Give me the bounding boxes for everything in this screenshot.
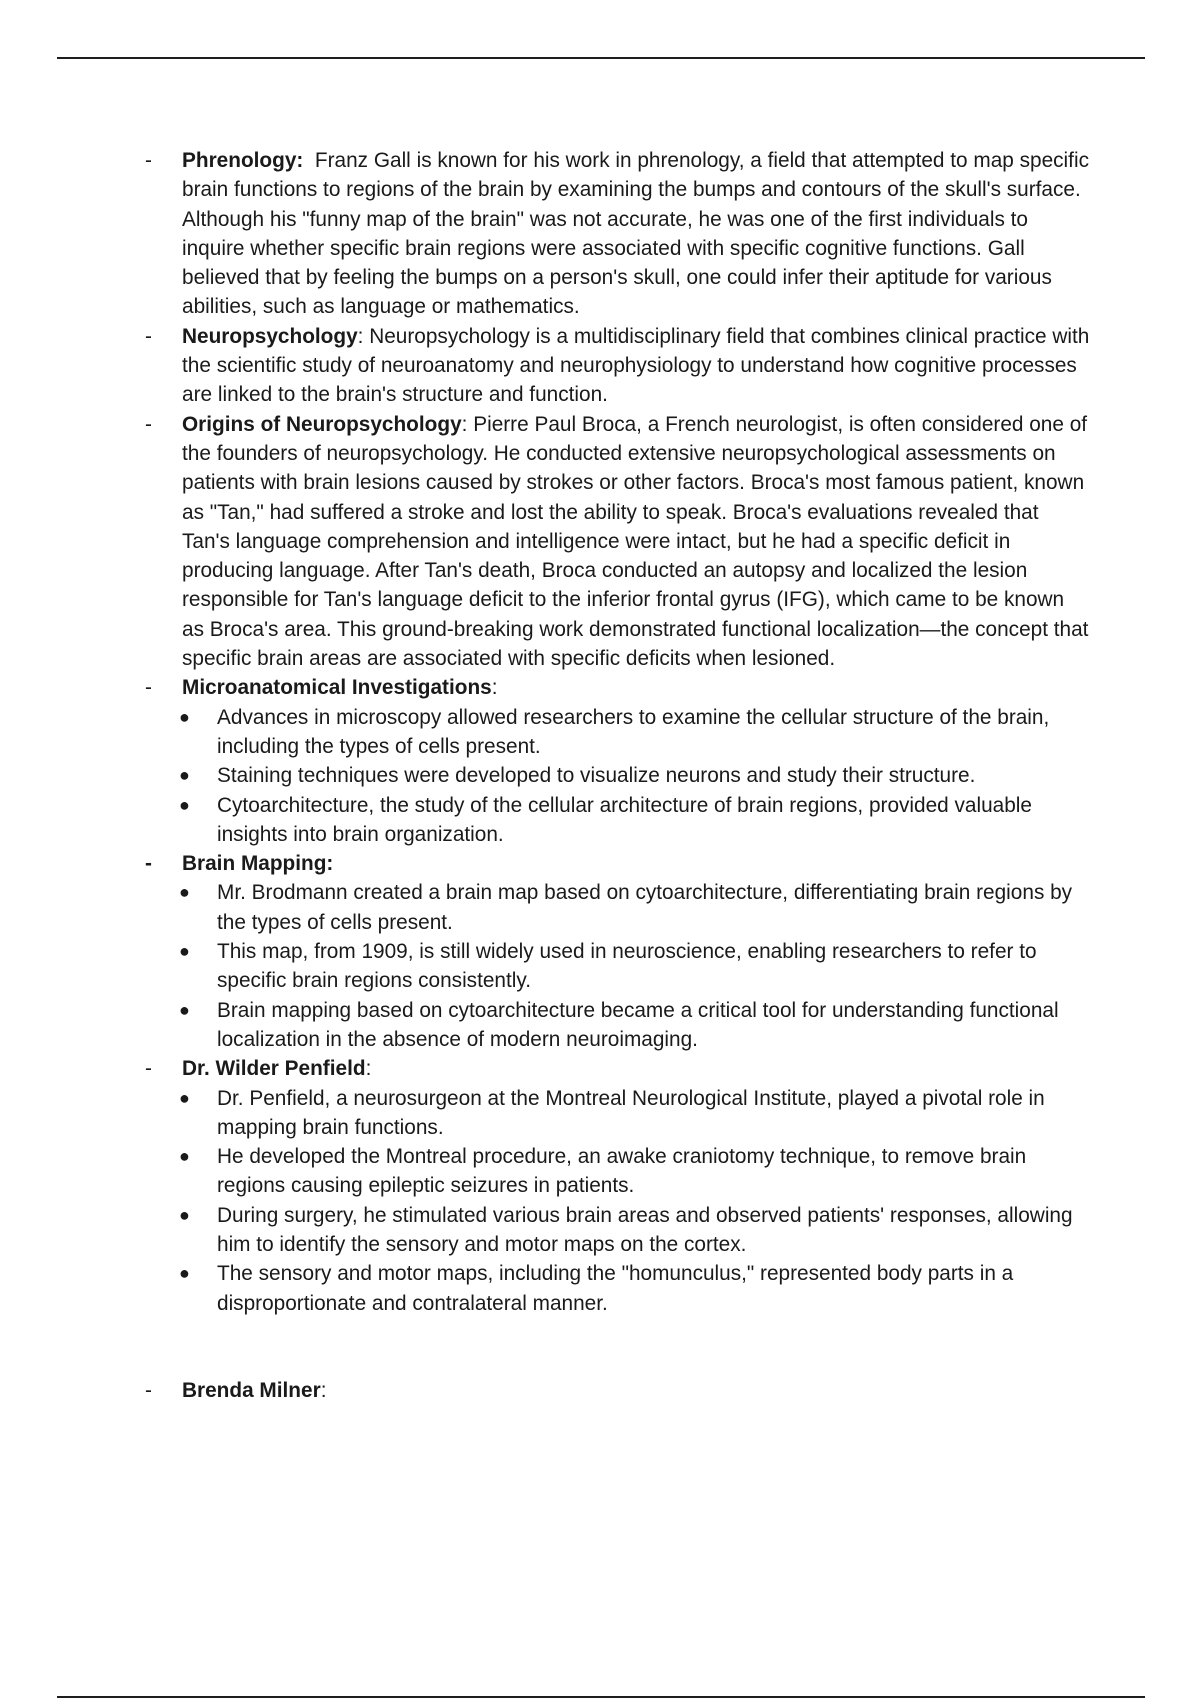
list-item-neuropsychology — [145, 322, 1090, 410]
list-item-dr-wilder-penfield — [145, 1054, 1090, 1083]
bullet-text: Cytoarchitecture, the study of the cellular architecture of brain regions, provided valuable insights into brain organization. — [217, 793, 1032, 846]
item-label: Brain Mapping: — [182, 852, 334, 876]
bullet-marker: ● — [179, 1146, 190, 1167]
bullet-marker: ● — [179, 999, 190, 1020]
item-text: : Pierre Paul Broca, a French neurologist, is often considered one of the founders of neuropsychology. He conducted extensive neuropsychological assessments on patients with brain lesions caused by strokes or other factors. Broca's most famous patient, known as "Tan," had suffered a stroke and lost the ability to speak. Broca's evaluations revealed that Tan's language comprehension and intelligence were intact, but he had a specific deficit in producing language. After Tan's death, Broca conducted an autopsy and localized the lesion responsible for Tan's language deficit to the inferior frontal gyrus (IFG), which came to be known as Broca's area. This ground-breaking work demonstrated functional localization—the concept that specific brain areas are associated with specific deficits when lesioned. — [182, 412, 1089, 671]
bullet-item — [145, 703, 1090, 762]
bullet-marker: ● — [179, 794, 190, 815]
bullet-text: The sensory and motor maps, including the "homunculus," represented body parts in a disproportionate and contralateral manner. — [217, 1262, 1014, 1315]
list-item-phrenology — [145, 146, 1095, 322]
item-label: Neuropsychology — [182, 324, 358, 348]
bullet-text: He developed the Montreal procedure, an awake craniotomy technique, to remove brain regions causing epileptic seizures in patients. — [217, 1145, 1027, 1198]
penfield-bullets — [145, 1084, 1090, 1318]
bullet-item — [145, 761, 1090, 790]
item-label: Origins of Neuropsychology — [182, 412, 462, 436]
dash-marker: - — [145, 676, 152, 700]
list-item-brain-mapping — [145, 849, 1090, 878]
bullet-item — [145, 1142, 1090, 1201]
dash-marker: - — [145, 1057, 152, 1081]
bullet-marker: ● — [179, 882, 190, 903]
bullet-text: Brain mapping based on cytoarchitecture became a critical tool for understanding functional localization in the absence of modern neuroimaging. — [217, 998, 1059, 1051]
bullet-marker: ● — [179, 1204, 190, 1225]
bullet-item — [145, 1201, 1090, 1260]
bullet-marker: ● — [179, 765, 190, 786]
bullet-text: This map, from 1909, is still widely used in neuroscience, enabling researchers to refer to specific brain regions consistently. — [217, 940, 1037, 993]
dash-marker: - — [145, 852, 152, 876]
item-label: Microanatomical Investigations — [182, 676, 492, 700]
item-label: Phrenology: — [182, 149, 304, 172]
bullet-marker: ● — [179, 941, 190, 962]
item-label: Dr. Wilder Penfield — [182, 1057, 366, 1081]
header-rule — [57, 57, 1145, 59]
bullet-item — [145, 791, 1090, 850]
item-text: : — [365, 1057, 372, 1081]
list-item-origins-of-neuropsychology — [145, 410, 1090, 674]
bullet-text: During surgery, he stimulated various brain areas and observed patients' responses, allowing him to identify the sensory and motor maps on the cortex. — [217, 1203, 1073, 1256]
document-body — [145, 146, 1095, 1405]
item-text: : — [491, 676, 498, 700]
item-text: : Neuropsychology is a multidisciplinary field that combines clinical practice with the scientific study of neuroanatomy and neurophysiology to understand how cognitive processes are linked to the brain's structure and function. — [182, 324, 1090, 407]
bullet-item — [145, 878, 1090, 937]
bullet-text: Dr. Penfield, a neurosurgeon at the Montreal Neurological Institute, played a pivotal role in mapping brain functions. — [217, 1086, 1045, 1139]
item-text: : — [320, 1378, 327, 1402]
bullet-marker: ● — [179, 706, 190, 727]
bullet-item — [145, 1084, 1090, 1143]
dash-marker: - — [145, 324, 152, 348]
dash-marker: - — [145, 1378, 152, 1402]
dash-marker: - — [145, 149, 152, 172]
bullet-item — [145, 996, 1090, 1055]
bullet-marker: ● — [179, 1087, 190, 1108]
dash-marker: - — [145, 412, 152, 436]
footer-rule — [57, 1696, 1145, 1698]
list-item-microanatomical-investigations — [145, 673, 1090, 702]
list-item-brenda-milner — [145, 1376, 1090, 1405]
bullet-item — [145, 937, 1090, 996]
brain-mapping-bullets — [145, 878, 1090, 1054]
bullet-marker: ● — [179, 1263, 190, 1284]
item-text: Franz Gall is known for his work in phrenology, a field that attempted to map specific brain functions to regions of the brain by examining the bumps and contours of the skull's surface. Although his "funny map of the brain" was not accurate, he was one of the first individuals to inquire whether specific brain regions were associated with specific cognitive functions. Gall believed that by feeling the bumps on a person's skull, one could infer their aptitude for various abilities, such as language or mathematics. — [182, 149, 1095, 319]
bullet-item — [145, 1259, 1090, 1318]
microanatomical-bullets — [145, 703, 1090, 849]
item-label: Brenda Milner — [182, 1378, 321, 1402]
paragraph-spacer — [145, 1318, 1090, 1376]
bullet-text: Mr. Brodmann created a brain map based on cytoarchitecture, differentiating brain regions by the types of cells present. — [217, 881, 1073, 934]
bullet-text: Staining techniques were developed to visualize neurons and study their structure. — [217, 764, 976, 788]
bullet-text: Advances in microscopy allowed researchers to examine the cellular structure of the brain, including the types of cells present. — [217, 705, 1050, 758]
